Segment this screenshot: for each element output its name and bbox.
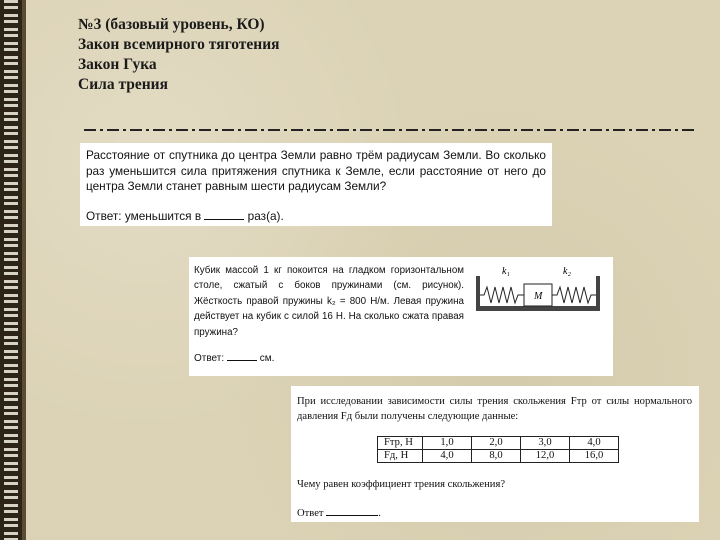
- task3-question: При исследовании зависимости силы трения скольжения Fтр от силы нормального давления Fд были получены следующие данные:: [297, 396, 692, 422]
- table-cell: 8,0: [472, 450, 521, 463]
- table-cell: 2,0: [472, 437, 521, 450]
- table-base: [476, 306, 600, 311]
- task3-answer-line: [297, 505, 381, 519]
- dash-dot-divider: [84, 129, 696, 131]
- spine-edge: [22, 0, 26, 540]
- table-cell: 16,0: [570, 450, 619, 463]
- left-spring: [480, 287, 524, 303]
- table-row-label: Fд, Н: [378, 450, 423, 463]
- title-line-3: Закон Гука: [78, 56, 157, 73]
- title-line-2: Закон всемирного тяготения: [78, 36, 280, 53]
- table-row-label: Fтр, Н: [378, 437, 423, 450]
- task1-answer-blank: [204, 209, 244, 220]
- left-wall: [476, 276, 480, 310]
- spring-figure: [476, 262, 600, 316]
- k2-label: k₂: [563, 266, 571, 277]
- table-row: [378, 437, 619, 450]
- mass-label: M: [534, 291, 543, 302]
- spine-chain-pattern: [4, 0, 18, 540]
- task-card-gravitation: [80, 143, 552, 226]
- task2-question: Кубик массой 1 кг покоится на гладком горизонтальном столе, сжатый с боков пружинами (см. рисунок). Жёсткость правой пружины k₂ = 800 Н/м. Левая пружина действует на кубик с силой 16 Н. На сколько сжата правая пружина?: [194, 265, 464, 338]
- task-card-hooke: [189, 257, 613, 376]
- task1-answer-prefix: Ответ: уменьшится в: [86, 209, 202, 223]
- table-cell: 4,0: [423, 450, 472, 463]
- title-line-1: №3 (базовый уровень, КО): [78, 16, 265, 33]
- task1-answer-line: [86, 209, 284, 223]
- task3-answer-period: .: [378, 508, 381, 519]
- table-cell: 4,0: [570, 437, 619, 450]
- task3-question2: Чему равен коэффициент трения скольжения?: [297, 479, 506, 490]
- task3-answer-blank: [326, 505, 378, 516]
- task2-answer-line: [194, 350, 274, 364]
- table-cell: 3,0: [521, 437, 570, 450]
- task2-answer-suffix: см.: [259, 353, 275, 364]
- task2-answer-blank: [227, 350, 257, 361]
- right-wall: [596, 276, 600, 310]
- task1-answer-suffix: раз(а).: [247, 209, 284, 223]
- table-cell: 12,0: [521, 450, 570, 463]
- slide-title-block: [78, 15, 280, 95]
- title-line-4: Сила трения: [78, 76, 168, 93]
- right-spring: [552, 287, 596, 303]
- friction-data-table: [377, 436, 619, 463]
- table-row: [378, 450, 619, 463]
- task2-answer-prefix: Ответ:: [194, 353, 225, 364]
- k1-label: k₁: [502, 266, 510, 277]
- task-card-friction: [291, 386, 699, 522]
- task3-answer-prefix: Ответ: [297, 508, 324, 519]
- task1-question: Расстояние от спутника до центра Земли равно трём радиусам Земли. Во сколько раз уменьшится сила притяжения спутника к Земле, если расстояние от него до центра Земли станет равным шести радиусам Земли?: [86, 148, 546, 193]
- table-cell: 1,0: [423, 437, 472, 450]
